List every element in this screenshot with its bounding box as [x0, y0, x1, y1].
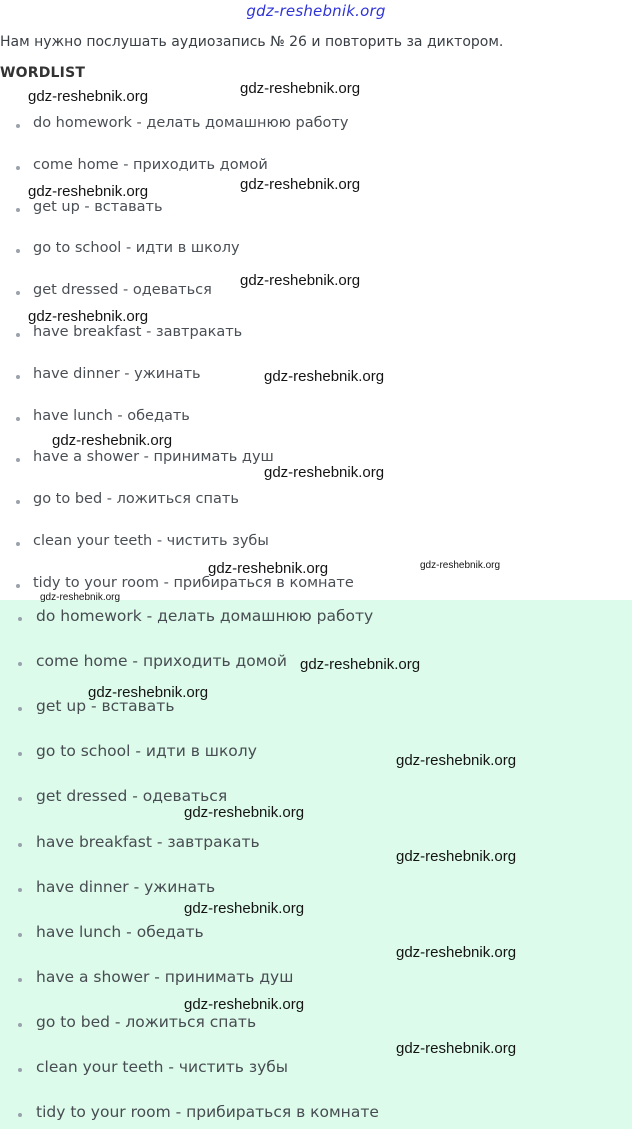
- list-item-text: get dressed - одеваться: [36, 787, 228, 806]
- bullet-icon: [18, 888, 22, 892]
- list-item-text: go to school - идти в школу: [33, 240, 240, 257]
- task-instruction: Нам нужно послушать аудиозапись № 26 и повторить за диктором.: [0, 34, 504, 50]
- bullet-icon: [16, 458, 20, 462]
- bullet-icon: [18, 617, 22, 621]
- list-item-text: have breakfast - завтракать: [33, 324, 243, 340]
- watermark: gdz-reshebnik.org: [52, 432, 173, 449]
- bullet-icon: [18, 978, 22, 982]
- watermark: gdz-reshebnik.org: [184, 996, 305, 1013]
- bullet-icon: [16, 249, 20, 253]
- bullet-icon: [16, 291, 20, 295]
- watermark: gdz-reshebnik.org: [40, 592, 121, 603]
- watermark: gdz-reshebnik.org: [28, 183, 149, 200]
- list-item-text: have breakfast - завтракать: [36, 832, 260, 851]
- bullet-icon: [18, 797, 22, 801]
- list-item-text: have a shower - принимать душ: [36, 967, 294, 986]
- list-item-text: do homework - делать домашнюю работу: [33, 115, 349, 131]
- watermark: gdz-reshebnik.org: [264, 368, 385, 385]
- list-item-text: clean your teeth - чистить зубы: [33, 533, 269, 549]
- bullet-icon: [16, 208, 20, 212]
- watermark: gdz-reshebnik.org: [300, 656, 421, 673]
- list-item-text: come home - приходить домой: [36, 652, 287, 671]
- watermark: gdz-reshebnik.org: [396, 1040, 517, 1057]
- bullet-icon: [16, 166, 20, 170]
- watermark: gdz-reshebnik.org: [264, 464, 385, 481]
- list-item-text: get dressed - одеваться: [33, 282, 212, 299]
- watermark: gdz-reshebnik.org: [420, 560, 501, 571]
- list-item-text: go to bed - ложиться спать: [33, 491, 239, 508]
- list-item-text: have lunch - обедать: [33, 407, 190, 424]
- answer-panel: [0, 600, 632, 1129]
- bullet-icon: [16, 584, 20, 588]
- list-item-text: have lunch - обедать: [36, 922, 204, 941]
- list-item-text: come home - приходить домой: [33, 156, 268, 173]
- list-item-text: have dinner - ужинать: [36, 877, 216, 896]
- bullet-icon: [18, 752, 22, 756]
- bullet-icon: [16, 124, 20, 128]
- bullet-icon: [18, 933, 22, 937]
- bullet-icon: [18, 707, 22, 711]
- bullet-icon: [18, 1068, 22, 1072]
- list-item-text: go to bed - ложиться спать: [36, 1012, 257, 1031]
- bullet-icon: [18, 662, 22, 666]
- bullet-icon: [16, 542, 20, 546]
- bullet-icon: [18, 1113, 22, 1117]
- watermark: gdz-reshebnik.org: [184, 804, 305, 821]
- list-item-text: tidy to your room - прибираться в комнате: [33, 574, 354, 591]
- watermark: gdz-reshebnik.org: [396, 848, 517, 865]
- bullet-icon: [16, 333, 20, 337]
- list-item-text: clean your teeth - чистить зубы: [36, 1058, 289, 1076]
- list-item-text: go to school - идти в школу: [36, 742, 257, 761]
- site-header-link[interactable]: gdz-reshebnik.org: [246, 2, 386, 20]
- watermark: gdz-reshebnik.org: [396, 944, 517, 961]
- bullet-icon: [18, 843, 22, 847]
- watermark: gdz-reshebnik.org: [396, 752, 517, 769]
- list-item-text: have dinner - ужинать: [33, 365, 201, 382]
- watermark: gdz-reshebnik.org: [240, 176, 361, 193]
- bullet-icon: [18, 1023, 22, 1027]
- list-item-text: get up - вставать: [36, 697, 175, 716]
- watermark: gdz-reshebnik.org: [28, 308, 149, 325]
- watermark: gdz-reshebnik.org: [184, 900, 305, 917]
- list-item-text: do homework - делать домашнюю работу: [36, 607, 374, 625]
- wordlist-heading: WORDLIST: [0, 65, 86, 81]
- watermark: gdz-reshebnik.org: [240, 80, 361, 97]
- list-item-text: tidy to your room - прибираться в комнате: [36, 1103, 379, 1122]
- watermark: gdz-reshebnik.org: [28, 88, 149, 105]
- bullet-icon: [16, 375, 20, 379]
- list-item-text: get up - вставать: [33, 198, 163, 215]
- watermark: gdz-reshebnik.org: [208, 560, 329, 577]
- watermark: gdz-reshebnik.org: [88, 684, 209, 701]
- bullet-icon: [16, 500, 20, 504]
- bullet-icon: [16, 417, 20, 421]
- list-item-text: have a shower - принимать душ: [33, 449, 274, 466]
- watermark: gdz-reshebnik.org: [240, 272, 361, 289]
